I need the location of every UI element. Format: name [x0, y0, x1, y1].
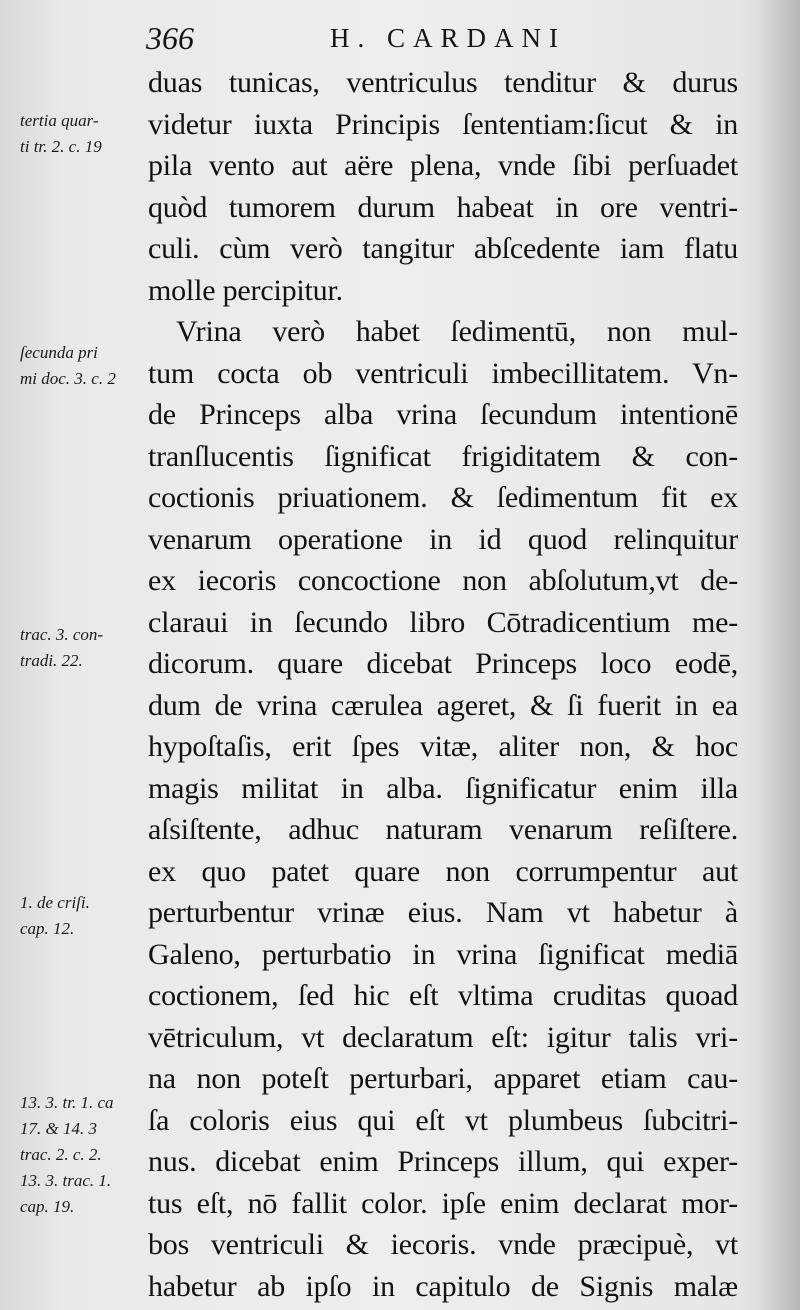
margin-notes [0, 0, 142, 1310]
text-line: na non poteſt perturbari, apparet etiam cau- [148, 1062, 738, 1095]
margin-note-line: tradi. 22. [20, 651, 83, 670]
page-header [146, 16, 746, 60]
text-line: quòd tumorem durum habeat in ore ventri- [148, 190, 738, 224]
margin-note [20, 890, 145, 942]
text-line: bos ventriculi & iecoris. vnde præcipuè, vt [148, 1228, 738, 1261]
body-text [148, 62, 738, 1307]
running-head: H. CARDANI [330, 23, 567, 53]
text-line: dum de vrina cærulea ageret, & ſi fuerit in ea [148, 688, 738, 722]
margin-note-line: 1. de criſi. [20, 893, 90, 912]
text-line: tranſlucentis ſignificat frigiditatem & con- [148, 439, 738, 473]
text-line: magis militat in alba. ſignificatur enim illa [148, 771, 738, 805]
margin-note-line: 17. & 14. 3 [20, 1119, 97, 1138]
margin-note-line: cap. 19. [20, 1197, 75, 1216]
text-line: coctionem, ſed hic eſt vltima cruditas quoad [148, 979, 738, 1012]
text-line: hypoſtaſis, erit ſpes vitæ, aliter non, & hoc [148, 730, 738, 763]
text-line: Vrina verò habet ſedimentū, non mul- [176, 315, 738, 348]
page-number: 366 [146, 20, 194, 56]
text-line: culi. cùm verò tangitur abſcedente iam flatu [148, 232, 738, 265]
text-line: nus. dicebat enim Princeps illum, qui exper- [148, 1145, 738, 1178]
margin-note [20, 1090, 145, 1220]
margin-note-line: trac. 3. con- [20, 625, 104, 644]
margin-note-line: tertia quar- [20, 111, 99, 130]
text-line: claraui in ſecundo libro Cōtradicentium me- [148, 605, 738, 639]
text-line: aſsiſtente, adhuc naturam venarum reſiſtere. [148, 813, 738, 846]
margin-note-line: cap. 12. [20, 919, 75, 938]
margin-note-line: mi doc. 3. c. 2 [20, 369, 116, 388]
margin-note-line: 13. 3. tr. 1. ca [20, 1093, 114, 1112]
text-line: tum cocta ob ventriculi imbecillitatem. Vn- [148, 356, 738, 390]
text-line: ex iecoris concoctione non abſolutum,vt de- [148, 564, 738, 597]
margin-note-line: ti tr. 2. c. 19 [20, 137, 102, 156]
text-line: duas tunicas, ventriculus tenditur & durus [148, 66, 738, 99]
text-line: coctionis priuationem. & ſedimentum fit ex [148, 481, 738, 514]
text-line: venarum operatione in id quod relinquitur [148, 522, 738, 556]
text-line: videtur iuxta Principis ſententiam:ſicut & in [148, 107, 738, 141]
text-line: vētriculum, vt declaratum eſt: igitur talis vri- [148, 1020, 738, 1054]
margin-note-line: 13. 3. trac. 1. [20, 1171, 112, 1190]
margin-note [20, 108, 145, 160]
text-line: de Princeps alba vrina ſecundum intentionē [148, 398, 738, 431]
text-line: pila vento aut aëre plena, vnde ſibi perſuadet [148, 149, 738, 182]
margin-note-line: ſecunda pri [20, 343, 98, 362]
margin-note [20, 622, 145, 674]
text-line: habetur ab ipſo in capitulo de Signis malæ [148, 1269, 738, 1303]
text-line: tus eſt, nō fallit color. ipſe enim declarat mor- [148, 1186, 738, 1220]
text-line: ſa coloris eius qui eſt vt plumbeus ſubcitri- [148, 1103, 738, 1137]
margin-note-line: trac. 2. c. 2. [20, 1145, 102, 1164]
text-line: dicorum. quare dicebat Princeps loco eodē, [148, 647, 738, 680]
text-line: Galeno, perturbatio in vrina ſignificat mediā [148, 937, 738, 971]
text-line: molle percipitur. [148, 273, 343, 307]
text-line: perturbentur vrinæ eius. Nam vt habetur à [148, 896, 738, 929]
text-line: ex quo patet quare non corrumpentur aut [148, 854, 738, 888]
margin-note [20, 340, 145, 392]
